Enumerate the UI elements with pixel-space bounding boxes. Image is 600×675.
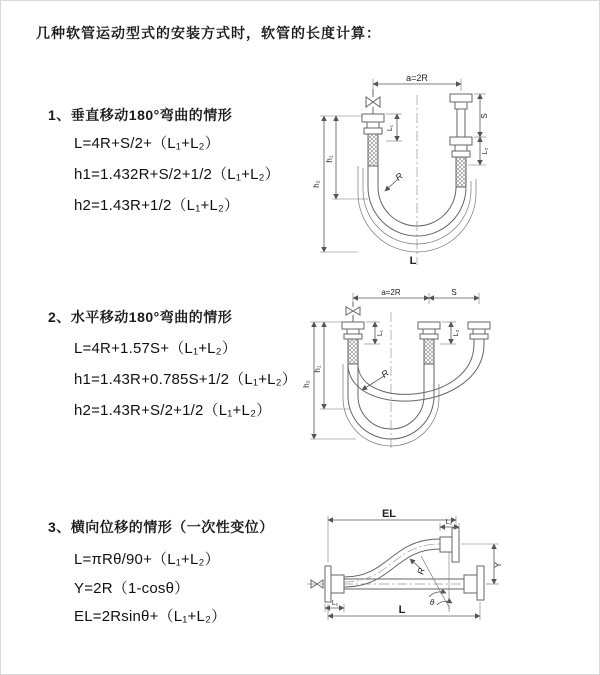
- section-1-formula-h2: h2=1.43R+1/2（L₁+L₂）: [74, 197, 240, 214]
- dim-label-L-bottom: L: [409, 255, 417, 267]
- radius-callout: [362, 367, 391, 390]
- dimension-EL: [328, 508, 456, 562]
- dimension-L1: [386, 114, 402, 141]
- right-flange-fitting-original: [464, 566, 484, 600]
- braided-hose-section: [424, 339, 434, 364]
- right-flange-fitting-displaced: [440, 528, 459, 562]
- dim-label-h1: h₁: [313, 365, 322, 373]
- dim-label-L2: L₂: [453, 329, 460, 337]
- left-flange-fitting: [342, 322, 364, 364]
- dim-label-h2: h₂: [312, 180, 321, 188]
- braided-hose-section: [368, 134, 378, 166]
- section-3-heading: 3、横向位移的情形（一次性变位）: [48, 519, 274, 535]
- hose-s-curve-displaced: [344, 539, 440, 587]
- dim-label-L: L: [398, 604, 406, 616]
- dim-label-EL: EL: [381, 508, 397, 520]
- dim-label-L2: L₂: [482, 147, 489, 155]
- radius-label: R: [415, 566, 427, 576]
- dimension-h1: [325, 116, 368, 199]
- section-3-formula-L: L=πRθ/90+（L₁+L₂）: [74, 551, 220, 568]
- radius-label: R: [393, 170, 405, 183]
- dim-label-L1: L₁: [331, 600, 339, 607]
- section-2-formula-h2: h2=1.43R+S/2+1/2（L₁+L₂）: [74, 402, 272, 419]
- section-2-heading: 2、水平移动180°弯曲的情形: [48, 309, 233, 325]
- dim-label-h2: h₂: [302, 380, 311, 388]
- section-3-formula-EL: EL=2Rsinθ+（L₁+L₂）: [74, 608, 227, 625]
- dim-label-Y: Y: [493, 561, 503, 569]
- valve-icon: [366, 89, 380, 114]
- dimension-S: [429, 288, 479, 298]
- left-flange-fitting: [362, 114, 384, 166]
- dimension-a2R: [353, 288, 479, 304]
- page-title: 几种软管运动型式的安装方式时，软管的长度计算：: [36, 25, 381, 41]
- braided-hose-section: [456, 157, 466, 187]
- dim-label-a2R: a=2R: [381, 288, 401, 297]
- radius-callout: [385, 170, 405, 191]
- dimension-S: [474, 94, 489, 137]
- diagram-vertical-180: [306, 69, 586, 269]
- dim-label-S: S: [451, 288, 457, 297]
- braided-hose-section: [348, 339, 358, 364]
- dim-label-L1: L₁: [377, 329, 384, 337]
- hose-u-shape: [343, 344, 484, 446]
- dimension-L1: [364, 322, 384, 344]
- section-1-heading: 1、垂直移动180°弯曲的情形: [48, 107, 233, 123]
- dim-label-h1: h₁: [325, 155, 334, 163]
- right-flange-fittings: [450, 94, 472, 187]
- dim-label-S: S: [480, 113, 489, 119]
- section-1-formula-L: L=4R+S/2+（L₁+L₂）: [74, 135, 220, 152]
- section-1-formula-h1: h1=1.432R+S/2+1/2（L₁+L₂）: [74, 166, 280, 183]
- angle-construction: [421, 552, 452, 612]
- dimension-h2: [312, 116, 362, 252]
- section-2-formula-L: L=4R+1.57S+（L₁+L₂）: [74, 340, 237, 357]
- middle-flange-fitting: [418, 322, 440, 364]
- dimension-a2R: [373, 73, 461, 91]
- angle-theta-label: θ: [429, 598, 435, 607]
- radius-label: R: [379, 367, 391, 380]
- section-2-formula-h1: h1=1.43R+0.785S+1/2（L₁+L₂）: [74, 371, 297, 388]
- valve-icon: [346, 302, 360, 322]
- right-flange-fitting: [468, 322, 490, 344]
- dimension-L: [328, 602, 480, 620]
- dimension-L2: [440, 322, 460, 344]
- dim-label-L2: L₂: [445, 519, 453, 526]
- left-flange-fitting: [325, 566, 344, 602]
- diagram-lateral-displacement: [289, 504, 599, 664]
- diagram-horizontal-180: [296, 284, 596, 454]
- section-3-formula-Y: Y=2R（1-cosθ）: [74, 580, 190, 597]
- dim-label-L1: L₁: [387, 124, 394, 132]
- dim-label-a2R: a=2R: [406, 73, 428, 83]
